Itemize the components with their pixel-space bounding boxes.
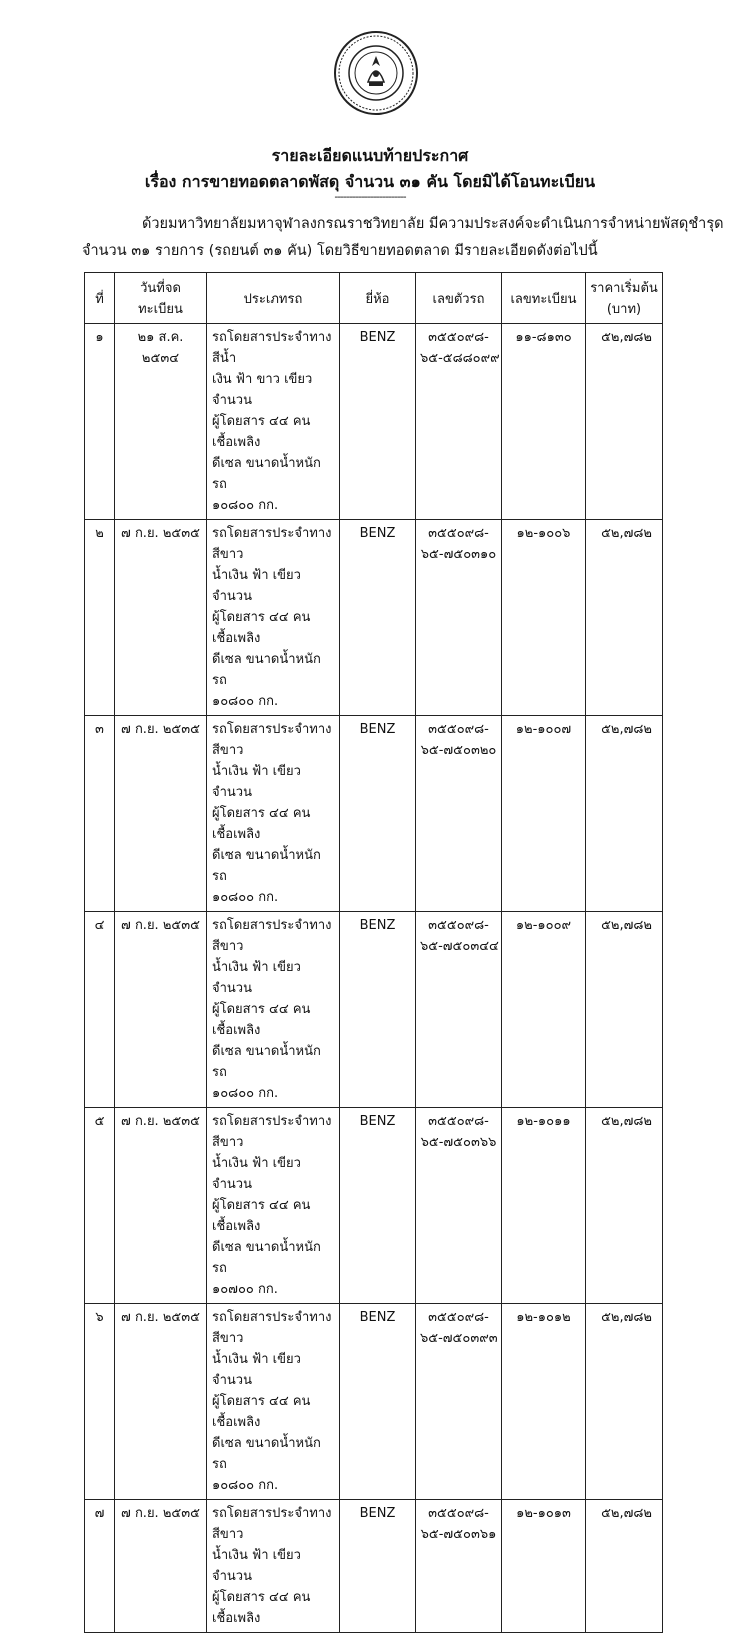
university-seal-emblem	[333, 30, 419, 116]
cell-brand: BENZ	[340, 1304, 416, 1500]
cell-chassis-line: ๓๕๕๐๙๘-	[428, 1114, 489, 1129]
cell-no: ๓	[85, 716, 115, 912]
cell-chassis-line: ๓๕๕๐๙๘-	[428, 918, 489, 933]
cell-type-line: ๑๐๘๐๐ กก.	[212, 890, 279, 905]
cell-type-line: ๑๐๘๐๐ กก.	[212, 498, 279, 513]
cell-reg-no: ๑๒-๑๐๑๓	[502, 1500, 586, 1633]
cell-type-line: ๑๐๘๐๐ กก.	[212, 694, 279, 709]
cell-chassis	[416, 520, 502, 716]
cell-type-line: ๑๐๘๐๐ กก.	[212, 1478, 279, 1493]
table-row	[85, 1108, 663, 1304]
cell-type	[207, 912, 340, 1108]
cell-type-line: ผู้โดยสาร ๔๔ คน เชื้อเพลิง	[212, 1002, 311, 1038]
cell-type	[207, 716, 340, 912]
cell-type-line: ดีเซล ขนาดน้ำหนักรถ	[212, 1436, 321, 1472]
cell-reg-date: ๗ ก.ย. ๒๕๓๕	[115, 716, 207, 912]
cell-price: ๕๒,๗๘๒	[586, 324, 663, 520]
cell-reg-no: ๑๒-๑๐๑๑	[502, 1108, 586, 1304]
document-subject: เรื่อง การขายทอดตลาดพัสดุ จำนวน ๓๑ คัน โดยมิได้โอนทะเบียน	[144, 172, 596, 191]
cell-chassis-line: ๓๕๕๐๙๘-	[428, 526, 489, 541]
table-row	[85, 324, 663, 520]
cell-type-line: รถโดยสารประจำทาง สีขาว	[212, 918, 332, 954]
cell-type-line: น้ำเงิน ฟ้า เขียว จำนวน	[212, 1548, 301, 1584]
cell-chassis	[416, 1500, 502, 1633]
cell-price: ๕๒,๗๘๒	[586, 1108, 663, 1304]
cell-chassis-line: ๖๕-๗๕๐๓๔๔	[420, 939, 499, 954]
cell-reg-date: ๗ ก.ย. ๒๕๓๕	[115, 1500, 207, 1633]
cell-type-line: ดีเซล ขนาดน้ำหนักรถ	[212, 652, 321, 688]
header-brand: ยี่ห้อ	[340, 273, 416, 324]
cell-no: ๖	[85, 1304, 115, 1500]
cell-type-line: น้ำเงิน ฟ้า เขียว จำนวน	[212, 1352, 301, 1388]
title-separator: ------------------------	[334, 190, 406, 203]
cell-brand: BENZ	[340, 1108, 416, 1304]
cell-chassis	[416, 324, 502, 520]
cell-reg-no: ๑๑-๘๑๓๐	[502, 324, 586, 520]
cell-no: ๗	[85, 1500, 115, 1633]
cell-brand: BENZ	[340, 912, 416, 1108]
cell-chassis-line: ๓๕๕๐๙๘-	[428, 722, 489, 737]
cell-reg-date: ๗ ก.ย. ๒๕๓๕	[115, 1108, 207, 1304]
cell-chassis-line: ๖๕-๗๕๐๓๒๐	[420, 743, 497, 758]
cell-type-line: รถโดยสารประจำทาง สีน้ำ	[212, 330, 332, 366]
header-reg-date: วันที่จดทะเบียน	[115, 273, 207, 324]
cell-price: ๕๒,๗๘๒	[586, 716, 663, 912]
cell-type-line: เงิน ฟ้า ขาว เขียว จำนวน	[212, 372, 313, 408]
cell-chassis-line: ๖๕-๗๕๐๓๙๓	[420, 1331, 498, 1346]
cell-type-line: น้ำเงิน ฟ้า เขียว จำนวน	[212, 764, 301, 800]
cell-type-line: ผู้โดยสาร ๔๔ คน เชื้อเพลิง	[212, 1590, 311, 1626]
cell-brand: BENZ	[340, 1500, 416, 1633]
cell-type	[207, 520, 340, 716]
cell-type-line: ดีเซล ขนาดน้ำหนักรถ	[212, 848, 321, 884]
header-price: ราคาเริ่มต้น (บาท)	[586, 273, 663, 324]
cell-type	[207, 1500, 340, 1633]
cell-type-line: รถโดยสารประจำทาง สีขาว	[212, 1506, 332, 1542]
cell-type-line: น้ำเงิน ฟ้า เขียว จำนวน	[212, 1156, 301, 1192]
table-row	[85, 520, 663, 716]
cell-type-line: น้ำเงิน ฟ้า เขียว จำนวน	[212, 960, 301, 996]
cell-chassis	[416, 912, 502, 1108]
cell-type-line: รถโดยสารประจำทาง สีขาว	[212, 1310, 332, 1346]
cell-no: ๒	[85, 520, 115, 716]
cell-type-line: ดีเซล ขนาดน้ำหนักรถ	[212, 1044, 321, 1080]
cell-price: ๕๒,๗๘๒	[586, 520, 663, 716]
cell-type-line: ดีเซล ขนาดน้ำหนักรถ	[212, 1240, 321, 1276]
cell-reg-no: ๑๒-๑๐๐๖	[502, 520, 586, 716]
cell-no: ๕	[85, 1108, 115, 1304]
cell-type-line: ดีเซล ขนาดน้ำหนักรถ	[212, 456, 321, 492]
cell-chassis	[416, 716, 502, 912]
document-title: รายละเอียดแนบท้ายประกาศ	[271, 146, 469, 165]
cell-type-line: ผู้โดยสาร ๔๔ คน เชื้อเพลิง	[212, 1198, 311, 1234]
cell-reg-no: ๑๒-๑๐๑๒	[502, 1304, 586, 1500]
cell-brand: BENZ	[340, 716, 416, 912]
cell-type-line: รถโดยสารประจำทาง สีขาว	[212, 1114, 332, 1150]
cell-no: ๔	[85, 912, 115, 1108]
cell-no: ๑	[85, 324, 115, 520]
cell-type-line: น้ำเงิน ฟ้า เขียว จำนวน	[212, 568, 301, 604]
intro-paragraph-line-2: จำนวน ๓๑ รายการ (รถยนต์ ๓๑ คัน) โดยวิธีขายทอดตลาด มีรายละเอียดดังต่อไปนี้	[82, 243, 598, 259]
cell-brand: BENZ	[340, 520, 416, 716]
cell-chassis-line: ๖๕-๗๕๐๓๖๖	[420, 1135, 497, 1150]
cell-type-line: ผู้โดยสาร ๔๔ คน เชื้อเพลิง	[212, 806, 311, 842]
cell-type-line: ผู้โดยสาร ๔๔ คน เชื้อเพลิง	[212, 610, 311, 646]
table-header-row	[85, 273, 663, 324]
cell-type-line: ๑๐๗๐๐ กก.	[212, 1282, 278, 1297]
cell-type-line: ผู้โดยสาร ๔๔ คน เชื้อเพลิง	[212, 414, 311, 450]
header-no: ที่	[85, 273, 115, 324]
cell-type	[207, 1304, 340, 1500]
cell-chassis	[416, 1304, 502, 1500]
intro-paragraph-line-1: ด้วยมหาวิทยาลัยมหาจุฬาลงกรณราชวิทยาลัย มีความประสงค์จะดำเนินการจำหน่ายพัสดุชำรุด	[142, 216, 724, 232]
cell-reg-date: ๗ ก.ย. ๒๕๓๕	[115, 912, 207, 1108]
cell-type	[207, 1108, 340, 1304]
cell-chassis-line: ๓๕๕๐๙๘-	[428, 1310, 489, 1325]
table-row	[85, 1304, 663, 1500]
vehicle-table	[84, 272, 663, 1633]
cell-price: ๕๒,๗๘๒	[586, 1304, 663, 1500]
cell-reg-no: ๑๒-๑๐๐๙	[502, 912, 586, 1108]
cell-chassis-line: ๖๕-๗๕๐๓๑๐	[420, 547, 497, 562]
header-type: ประเภทรถ	[207, 273, 340, 324]
cell-chassis-line: ๖๕-๗๕๐๓๖๑	[420, 1527, 497, 1542]
cell-type-line: รถโดยสารประจำทาง สีขาว	[212, 722, 332, 758]
cell-reg-date: ๗ ก.ย. ๒๕๓๕	[115, 520, 207, 716]
cell-brand: BENZ	[340, 324, 416, 520]
cell-reg-date: ๒๑ ส.ค. ๒๕๓๔	[115, 324, 207, 520]
table-row	[85, 912, 663, 1108]
header-reg-no: เลขทะเบียน	[502, 273, 586, 324]
cell-type-line: ๑๐๘๐๐ กก.	[212, 1086, 279, 1101]
cell-chassis-line: ๓๕๕๐๙๘-	[428, 330, 489, 345]
cell-reg-no: ๑๒-๑๐๐๗	[502, 716, 586, 912]
cell-type-line: รถโดยสารประจำทาง สีขาว	[212, 526, 332, 562]
cell-chassis	[416, 1108, 502, 1304]
cell-type-line: ผู้โดยสาร ๔๔ คน เชื้อเพลิง	[212, 1394, 311, 1430]
cell-chassis-line: ๖๕-๕๘๘๐๙๙	[420, 351, 500, 366]
cell-price: ๕๒,๗๘๒	[586, 912, 663, 1108]
cell-chassis-line: ๓๕๕๐๙๘-	[428, 1506, 489, 1521]
cell-reg-date: ๗ ก.ย. ๒๕๓๕	[115, 1304, 207, 1500]
table-row	[85, 1500, 663, 1633]
cell-price: ๕๒,๗๘๒	[586, 1500, 663, 1633]
cell-type	[207, 324, 340, 520]
header-chassis: เลขตัวรถ	[416, 273, 502, 324]
table-row	[85, 716, 663, 912]
